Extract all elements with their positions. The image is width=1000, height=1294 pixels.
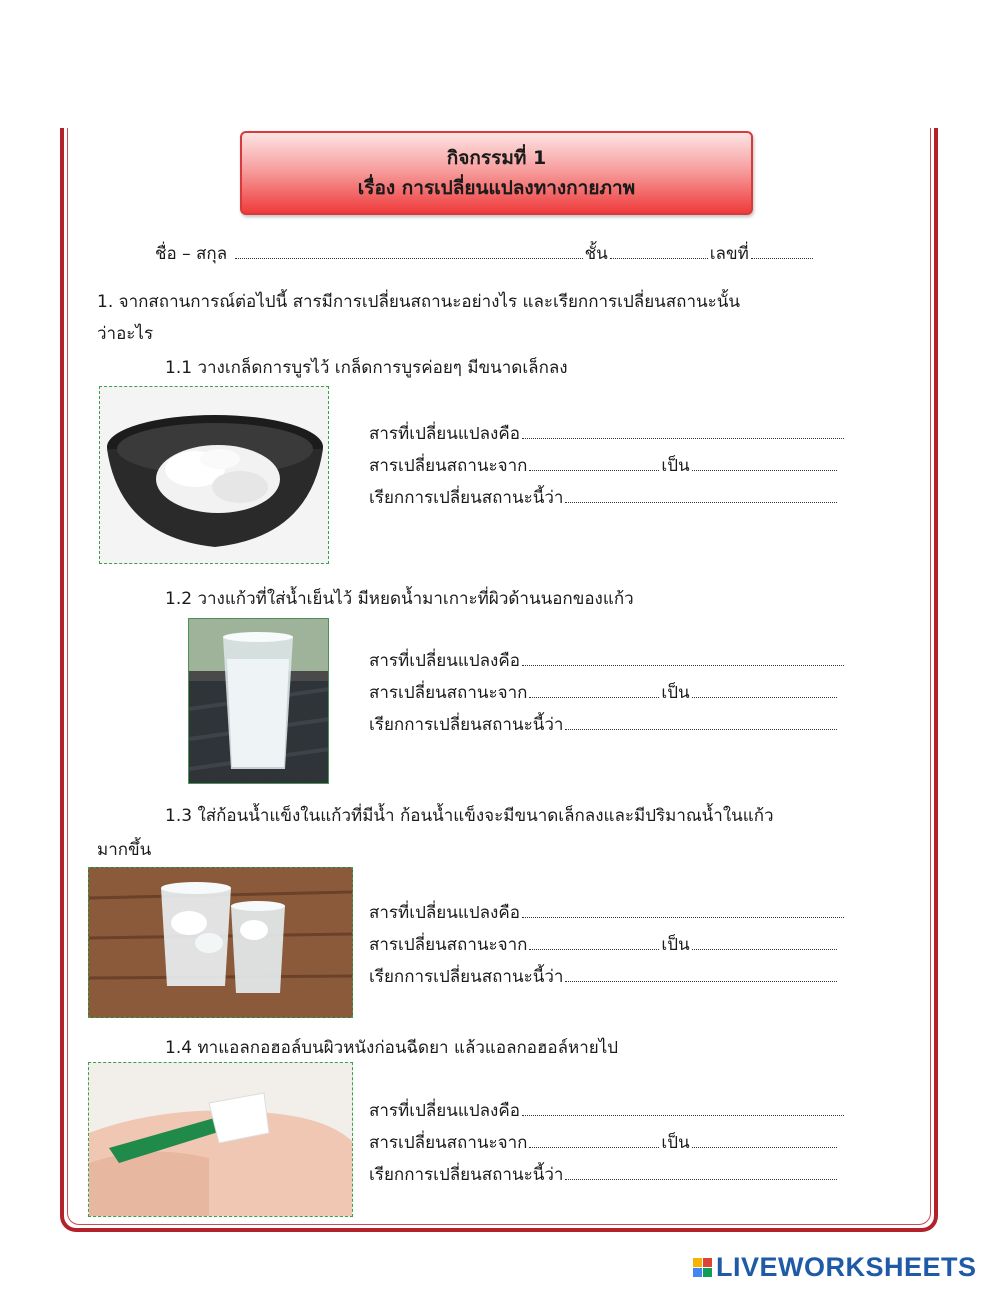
from-label: สารเปลี่ยนสถานะจาก [369,683,528,703]
to-field[interactable] [692,682,837,698]
cold-water-glass-image [188,618,329,784]
title-line-1: กิจกรรมที่ 1 [446,147,547,169]
from-field[interactable] [529,934,659,950]
brand-name: LIVEWORKSHEETS [716,1252,977,1282]
item-1-3-text-2: มากขึ้น [97,840,152,860]
to-field[interactable] [692,455,837,471]
to-field[interactable] [692,1132,837,1148]
called-label: เรียกการเปลี่ยนสถานะนี้ว่า [369,715,564,735]
ice-water-glasses-image [88,867,353,1018]
from-field[interactable] [529,455,659,471]
title-line-2: เรื่อง การเปลี่ยนแปลงทางกายภาพ [357,177,636,199]
substance-label: สารที่เปลี่ยนแปลงคือ [369,651,520,671]
logo-mark-icon [693,1258,712,1277]
camphor-bowl-image [99,386,329,564]
to-label: เป็น [661,935,690,955]
item-1-2-text: 1.2 วางแก้วที่ใส่น้ำเย็นไว้ มีหยดน้ำมาเกาะที่ผิวด้านนอกของแก้ว [165,589,634,609]
item-1-2-answers [369,645,846,741]
substance-field[interactable] [522,902,844,918]
liveworksheets-logo [693,1252,977,1283]
called-field[interactable] [565,487,837,503]
item-1-1-answers [369,418,846,514]
substance-label: สารที่เปลี่ยนแปลงคือ [369,903,520,923]
item-1-3-answers [369,897,846,993]
to-field[interactable] [692,934,837,950]
name-label: ชื่อ – สกุล [155,244,228,264]
class-field[interactable] [610,243,708,259]
called-field[interactable] [565,966,837,982]
alcohol-swab-image [88,1062,353,1217]
called-field[interactable] [565,714,837,730]
from-label: สารเปลี่ยนสถานะจาก [369,1133,528,1153]
number-label: เลขที่ [709,244,749,264]
substance-field[interactable] [522,650,844,666]
substance-label: สารที่เปลี่ยนแปลงคือ [369,1101,520,1121]
name-field[interactable] [235,243,583,259]
from-field[interactable] [529,682,659,698]
called-label: เรียกการเปลี่ยนสถานะนี้ว่า [369,1165,564,1185]
substance-field[interactable] [522,423,844,439]
to-label: เป็น [661,1133,690,1153]
number-field[interactable] [751,243,813,259]
class-label: ชั้น [584,244,608,264]
from-label: สารเปลี่ยนสถานะจาก [369,456,528,476]
item-1-4-answers [369,1095,846,1191]
called-field[interactable] [565,1164,837,1180]
title-box [240,131,753,215]
to-label: เป็น [661,683,690,703]
to-label: เป็น [661,456,690,476]
question-1-line-2: ว่าอะไร [97,324,154,344]
item-1-1-text: 1.1 วางเกล็ดการบูรไว้ เกล็ดการบูรค่อยๆ มีขนาดเล็กลง [165,358,568,378]
substance-label: สารที่เปลี่ยนแปลงคือ [369,424,520,444]
item-1-4-text: 1.4 ทาแอลกอฮอล์บนผิวหนังก่อนฉีดยา แล้วแอลกอฮอล์หายไป [165,1038,619,1058]
called-label: เรียกการเปลี่ยนสถานะนี้ว่า [369,488,564,508]
question-1-line-1: 1. จากสถานการณ์ต่อไปนี้ สารมีการเปลี่ยนสถานะอย่างไร และเรียกการเปลี่ยนสถานะนั้น [97,292,740,312]
from-field[interactable] [529,1132,659,1148]
student-info-row [155,240,815,267]
item-1-3-text: 1.3 ใส่ก้อนน้ำแข็งในแก้วที่มีน้ำ ก้อนน้ำแข็งจะมีขนาดเล็กลงและมีปริมาณน้ำในแก้ว [165,806,774,826]
from-label: สารเปลี่ยนสถานะจาก [369,935,528,955]
called-label: เรียกการเปลี่ยนสถานะนี้ว่า [369,967,564,987]
substance-field[interactable] [522,1100,844,1116]
